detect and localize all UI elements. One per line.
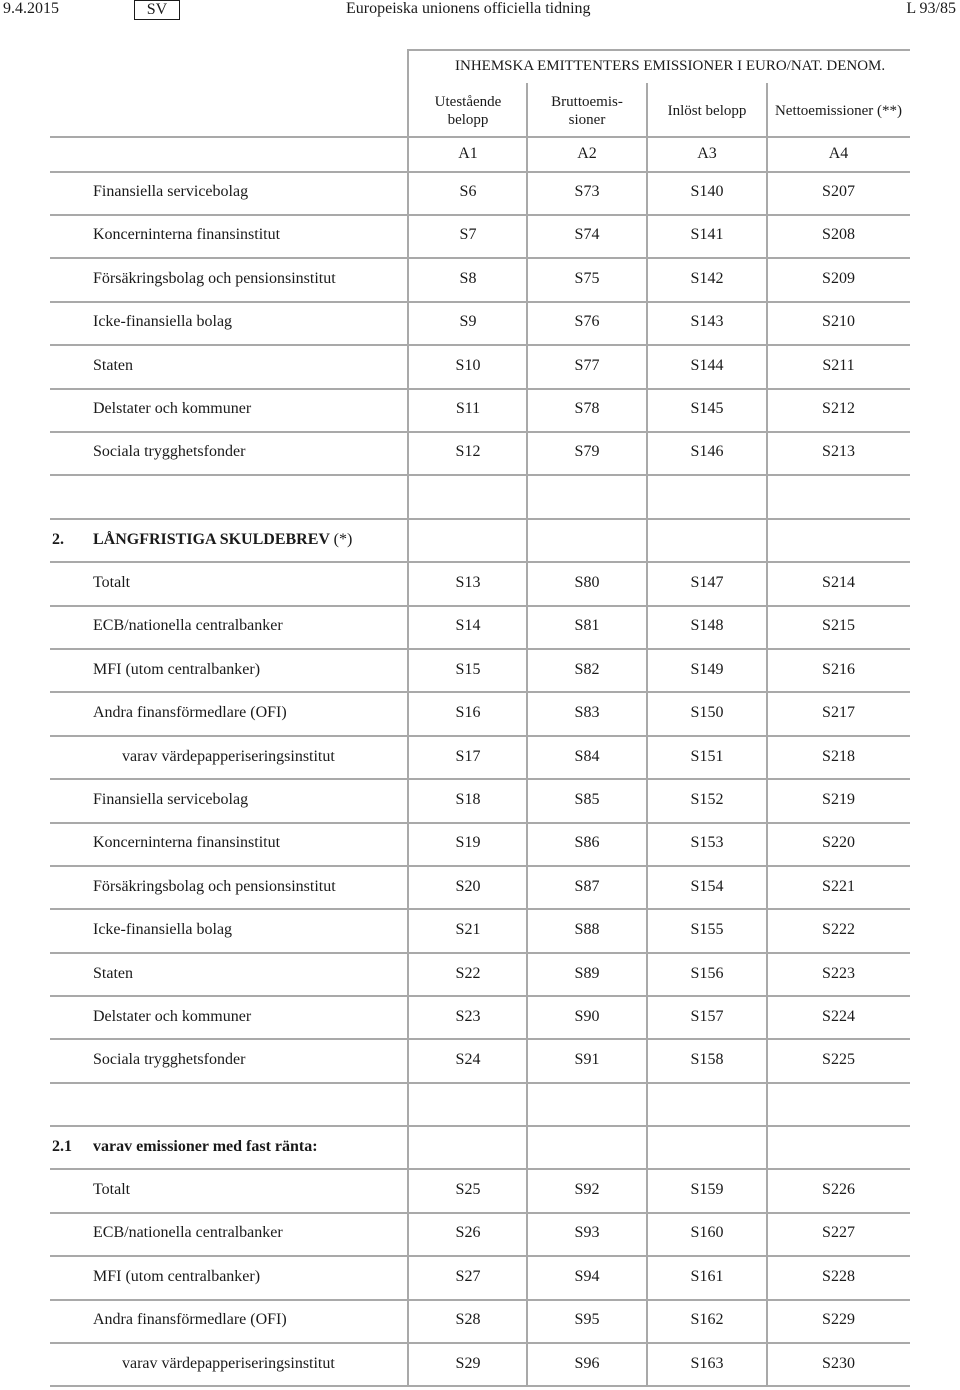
table-rule [50, 301, 910, 303]
table-cell: S213 [822, 443, 855, 461]
table-rule [50, 822, 910, 824]
table-rule [50, 735, 910, 737]
table-cell: S157 [690, 1008, 724, 1025]
table-rule [50, 214, 910, 216]
table-cell: S211 [822, 356, 855, 374]
table-cell: S218 [822, 747, 855, 765]
table-cell: S161 [690, 1267, 724, 1285]
table-cell: S90 [574, 1008, 600, 1025]
table-cell: S144 [690, 356, 724, 374]
table-rule [50, 1168, 910, 1170]
row-label: varav värdepapperiseringsinstitut [122, 1354, 335, 1372]
row-label: Staten [93, 964, 133, 982]
section-title: LÅNGFRISTIGA SKULDEBREV (*) [93, 531, 353, 548]
col-header-net: Nettoemissioner (**) [774, 103, 903, 119]
table-cell: S210 [822, 313, 855, 331]
table-rule [50, 1342, 910, 1344]
table-rule [50, 1082, 910, 1084]
table-rule [408, 49, 910, 51]
table-cell: S86 [574, 834, 600, 852]
table-cell: S151 [690, 747, 724, 765]
table-rule [50, 344, 910, 346]
table-cell: S214 [822, 574, 855, 591]
row-label: Sociala trygghetsfonder [93, 443, 246, 461]
table-cell: S212 [822, 400, 855, 417]
table-cell: S75 [574, 269, 600, 287]
table-rule [50, 561, 910, 563]
table-cell: S142 [690, 269, 724, 287]
table-cell: S77 [574, 356, 600, 374]
code-a3: A3 [697, 145, 717, 162]
table-cell: S11 [455, 400, 481, 417]
table-cell: S149 [690, 660, 724, 678]
row-label: Staten [93, 356, 133, 374]
row-label: Försäkringsbolag och pensionsinstitut [93, 269, 336, 287]
table-cell: S143 [690, 313, 724, 331]
row-label: Koncerninterna finansinstitut [93, 834, 281, 852]
row-label: Andra finansförmedlare (OFI) [93, 1311, 287, 1329]
table-rule [50, 257, 910, 259]
code-a2: A2 [577, 145, 597, 162]
table-cell: S230 [822, 1354, 855, 1372]
table-cell: S26 [455, 1224, 481, 1242]
row-label: Koncerninterna finansinstitut [93, 226, 281, 244]
table-cell: S19 [455, 834, 481, 852]
table-cell: S78 [574, 400, 600, 417]
table-cell: S155 [690, 921, 724, 939]
table-cell: S220 [822, 834, 855, 852]
row-label: Försäkringsbolag och pensionsinstitut [93, 877, 336, 895]
table-cell: S18 [455, 791, 481, 808]
table-cell: S17 [455, 747, 481, 765]
table-cell: S80 [574, 574, 600, 591]
table-rule [50, 171, 910, 173]
table-cell: S160 [690, 1224, 724, 1242]
table-cell: S16 [455, 704, 481, 722]
table-rule [50, 952, 910, 954]
section-title: varav emissioner med fast ränta: [93, 1138, 318, 1155]
table-cell: S96 [574, 1354, 600, 1372]
col-header-redeemed: Inlöst belopp [667, 103, 747, 119]
table-cell: S146 [690, 443, 724, 461]
table-cell: S216 [822, 660, 855, 678]
table-cell: S154 [690, 877, 724, 895]
table-cell: S15 [455, 660, 481, 678]
table-cell: S12 [455, 443, 481, 461]
table-cell: S28 [455, 1311, 481, 1329]
table-cell: S153 [690, 834, 724, 852]
language-box: SV [134, 0, 180, 20]
table-cell: S81 [574, 617, 600, 635]
table-cell: S88 [574, 921, 600, 939]
table-cell: S141 [690, 226, 724, 244]
table-cell: S91 [574, 1051, 600, 1069]
table-cell: S82 [574, 660, 600, 678]
publication-date: 9.4.2015 [3, 0, 59, 17]
table-cell: S219 [822, 791, 855, 808]
table-cell: S23 [455, 1008, 481, 1025]
section-number: 2. [52, 531, 64, 548]
table-cell: S92 [574, 1181, 600, 1198]
table-rule [50, 518, 910, 520]
section-number: 2.1 [52, 1138, 72, 1155]
table-cell: S29 [455, 1354, 481, 1372]
table-cell: S79 [574, 443, 600, 461]
col-header-outstanding: Utestående belopp [434, 94, 502, 128]
table-cell: S93 [574, 1224, 600, 1242]
table-cell: S27 [455, 1267, 481, 1285]
row-label: Icke-finansiella bolag [93, 313, 233, 331]
table-rule [50, 1385, 910, 1387]
row-label: Delstater och kommuner [93, 400, 252, 417]
col-header-gross: Bruttoemis- sioner [551, 94, 623, 128]
table-cell: S73 [574, 183, 600, 200]
table-cell: S208 [822, 226, 855, 244]
table-cell: S14 [455, 617, 481, 635]
table-cell: S158 [690, 1051, 724, 1069]
row-label: Delstater och kommuner [93, 1008, 252, 1025]
table-rule [50, 605, 910, 607]
table-rule [50, 1125, 910, 1127]
table-rule [50, 778, 910, 780]
table-cell: S6 [459, 183, 477, 200]
row-label: MFI (utom centralbanker) [93, 1267, 261, 1285]
table-cell: S159 [690, 1181, 724, 1198]
table-cell: S225 [822, 1051, 855, 1069]
table-rule [50, 1038, 910, 1040]
journal-title: Europeiska unionens officiella tidning [346, 0, 591, 17]
row-label: ECB/nationella centralbanker [93, 617, 283, 635]
column-rule [526, 83, 528, 1387]
table-cell: S9 [459, 313, 477, 331]
table-cell: S20 [455, 877, 481, 895]
table-rule [50, 648, 910, 650]
table-cell: S84 [574, 747, 600, 765]
table-cell: S83 [574, 704, 600, 722]
row-label: Sociala trygghetsfonder [93, 1051, 246, 1069]
code-a1: A1 [458, 145, 478, 162]
table-cell: S229 [822, 1311, 855, 1329]
table-rule [50, 865, 910, 867]
row-label: Totalt [93, 574, 131, 591]
table-cell: S222 [822, 921, 855, 939]
code-a4: A4 [828, 145, 849, 162]
table-cell: S209 [822, 269, 855, 287]
table-cell: S21 [455, 921, 481, 939]
row-label: varav värdepapperiseringsinstitut [122, 747, 335, 765]
table-cell: S163 [690, 1354, 724, 1372]
table-cell: S148 [690, 617, 724, 635]
table-cell: S162 [690, 1311, 724, 1329]
table-cell: S152 [690, 791, 724, 808]
row-label: ECB/nationella centralbanker [93, 1224, 283, 1242]
table-cell: S207 [822, 183, 855, 200]
column-rule [766, 83, 768, 1387]
table-cell: S22 [455, 964, 481, 982]
table-cell: S223 [822, 964, 855, 982]
table-cell: S95 [574, 1311, 600, 1329]
table-cell: S215 [822, 617, 855, 635]
table-rule [50, 388, 910, 390]
table-rule [50, 474, 910, 476]
table-rule [50, 1255, 910, 1257]
table-cell: S156 [690, 964, 724, 982]
page-number: L 93/85 [906, 0, 956, 17]
table-cell: S74 [574, 226, 600, 244]
table-rule [50, 691, 910, 693]
table-rule [50, 431, 910, 433]
table-cell: S145 [690, 400, 724, 417]
column-rule [407, 49, 409, 1387]
table-cell: S87 [574, 877, 600, 895]
table-cell: S8 [459, 269, 477, 287]
row-label: Andra finansförmedlare (OFI) [93, 704, 287, 722]
table-rule [50, 908, 910, 910]
row-label: Icke-finansiella bolag [93, 921, 233, 939]
table-rule [50, 1212, 910, 1214]
row-label: MFI (utom centralbanker) [93, 660, 261, 678]
table-cell: S25 [455, 1181, 481, 1198]
table-cell: S7 [459, 226, 477, 244]
table-cell: S221 [822, 877, 855, 895]
table-cell: S226 [822, 1181, 855, 1198]
table-cell: S24 [455, 1051, 481, 1069]
table-cell: S150 [690, 704, 724, 722]
table-cell: S94 [574, 1267, 600, 1285]
row-label: Totalt [93, 1181, 131, 1198]
row-label: Finansiella servicebolag [93, 183, 249, 200]
group-title: INHEMSKA EMITTENTERS EMISSIONER I EURO/NAT. DENOM. [455, 58, 886, 74]
table-cell: S217 [822, 704, 855, 722]
table-cell: S85 [574, 791, 600, 808]
table-cell: S227 [822, 1224, 855, 1242]
table-cell: S140 [690, 183, 724, 200]
table-cell: S147 [690, 574, 724, 591]
table-rule [50, 136, 910, 138]
table-rule [50, 995, 910, 997]
row-label: Finansiella servicebolag [93, 791, 249, 808]
table-cell: S89 [574, 964, 600, 982]
table-cell: S13 [455, 574, 481, 591]
table-cell: S76 [574, 313, 600, 331]
section-note: (*) [333, 531, 353, 548]
column-rule [646, 83, 648, 1387]
table-cell: S228 [822, 1267, 855, 1285]
table-rule [50, 1299, 910, 1301]
table-cell: S224 [822, 1008, 855, 1025]
table-cell: S10 [455, 356, 481, 374]
